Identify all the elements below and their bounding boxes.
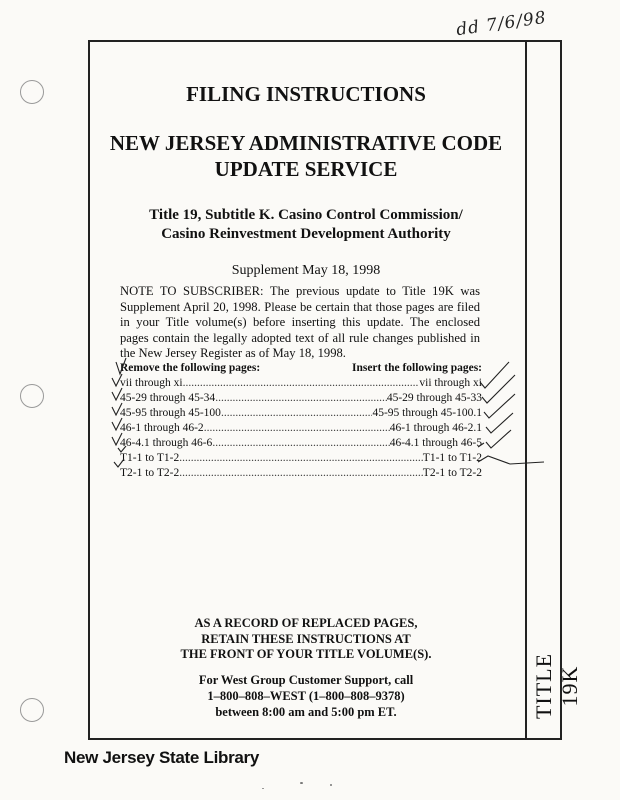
library-stamp: New Jersey State Library (64, 748, 260, 767)
subscriber-note: NOTE TO SUBSCRIBER: The previous update to Title 19K was Supplement April 20, 1998. Please be certain that those pages are filed in your Title volume(s) before inserting this update. The enclosed pages contain the legally adopted text of all rule changes published in the New Jersey Register as of May 18, 1998. (120, 284, 480, 360)
remove-cell: 46-4.1 through 46-6 (120, 437, 213, 449)
spine-label: TITLE 19K (531, 652, 582, 720)
table-row (120, 451, 482, 466)
table-row (120, 376, 482, 391)
leader-dots (179, 466, 423, 481)
record-line: RETAIN THESE INSTRUCTIONS AT (201, 631, 411, 646)
scan-speck (300, 782, 303, 784)
leader-dots (215, 391, 387, 406)
subtitle-line: Title 19, Subtitle K. Casino Control Commission/ (149, 207, 463, 223)
remove-cell: 45-95 through 45-100 (120, 407, 221, 419)
spine-divider (525, 40, 527, 738)
insert-cell: 46-4.1 through 46-5 (389, 437, 482, 449)
title-subtitle (88, 206, 524, 244)
insert-cell: 46-1 through 46-2.1 (389, 422, 482, 434)
record-line: AS A RECORD OF REPLACED PAGES, (194, 616, 418, 630)
support-line: 1–800–808–WEST (1–800–808–9378) (207, 689, 405, 703)
insert-cell: T1-1 to T1-2 (422, 452, 482, 464)
punch-hole-bottom (20, 698, 44, 722)
table-row (120, 466, 482, 481)
punch-hole-middle (20, 384, 44, 408)
punch-hole-top (20, 80, 44, 104)
remove-cell: T1-1 to T1-2 (120, 452, 180, 464)
table-row (120, 436, 482, 451)
page-table (120, 376, 482, 481)
code-title-line: UPDATE SERVICE (214, 157, 398, 181)
support-line: between 8:00 am and 5:00 pm ET. (215, 705, 397, 719)
code-title-line: NEW JERSEY ADMINISTRATIVE CODE (109, 131, 503, 155)
leader-dots (204, 421, 390, 436)
page-table-header (120, 362, 482, 374)
insert-cell: vii through xi (419, 377, 482, 389)
supplement-date: Supplement May 18, 1998 (231, 263, 381, 278)
insert-cell: 45-29 through 45-33 (386, 392, 482, 404)
record-line: THE FRONT OF YOUR TITLE VOLUME(S). (180, 647, 432, 661)
leader-dots (221, 406, 373, 421)
leader-dots (183, 376, 420, 391)
support-line: For West Group Customer Support, call (198, 673, 414, 687)
code-title (88, 130, 524, 182)
table-row (120, 421, 482, 436)
leader-dots (212, 436, 389, 451)
page-title: FILING INSTRUCTIONS (186, 82, 426, 106)
record-notice (88, 616, 524, 663)
remove-cell: T2-1 to T2-2 (120, 467, 180, 479)
scan-speck (262, 788, 264, 789)
subtitle-line: Casino Reinvestment Development Authority (161, 226, 451, 242)
insert-cell: T2-1 to T2-2 (422, 467, 482, 479)
table-row (120, 391, 482, 406)
remove-header: Remove the following pages: (120, 362, 261, 374)
scan-speck (330, 784, 332, 786)
customer-support (88, 672, 524, 720)
remove-cell: 45-29 through 45-34 (120, 392, 216, 404)
remove-cell: vii through xi (120, 377, 183, 389)
insert-cell: 45-95 through 45-100.1 (372, 407, 482, 419)
table-row (120, 406, 482, 421)
handwritten-date-note: dd 7/6/98 (455, 7, 548, 41)
leader-dots (179, 451, 423, 466)
remove-cell: 46-1 through 46-2 (120, 422, 204, 434)
insert-header: Insert the following pages: (351, 362, 482, 374)
